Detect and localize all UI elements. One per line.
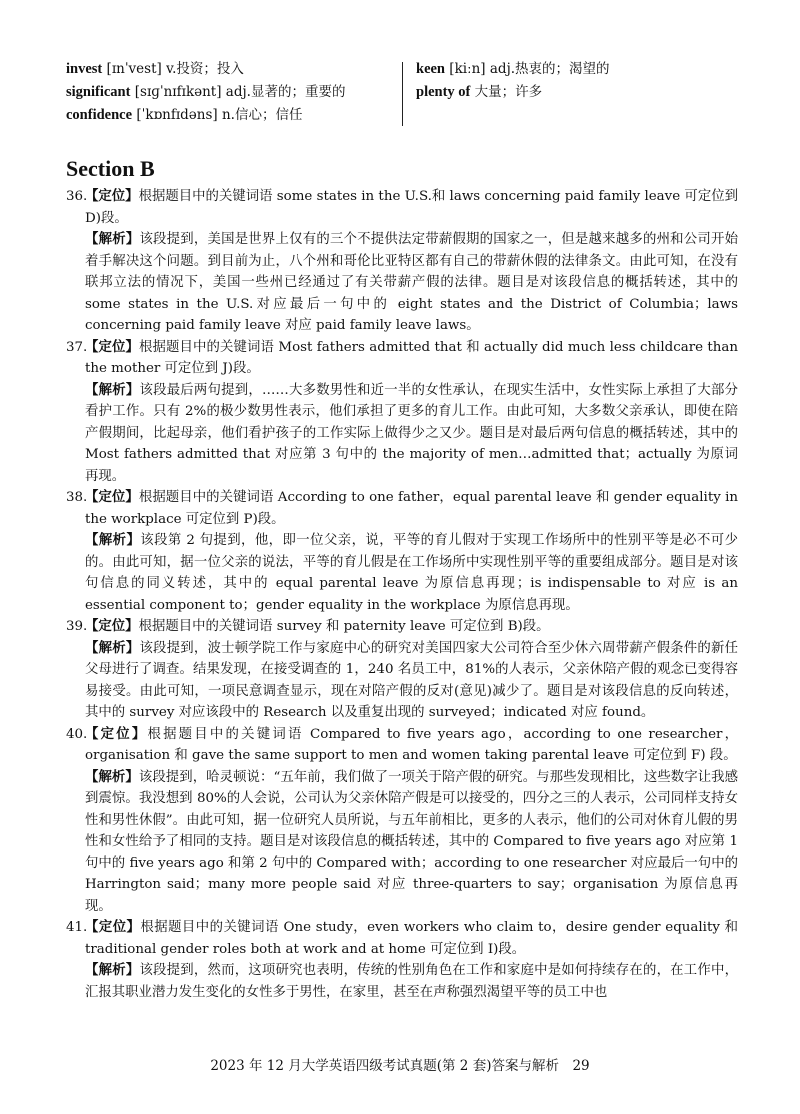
- location-paragraph: [66, 337, 738, 380]
- vocab-def: 大量；许多: [474, 84, 543, 100]
- location-text: 根据题目中的关键词语 survey 和 paternity leave 可定位到 B)段。: [138, 619, 550, 634]
- vocab-column-right: [416, 58, 736, 104]
- analysis-label: 【解析】: [85, 768, 139, 785]
- vocab-def: v.投资；投入: [166, 61, 244, 77]
- question-number: 38.: [66, 490, 88, 505]
- vocab-pron: [ˈkɒnfɪdəns]: [136, 107, 218, 123]
- vocab-row: [416, 58, 736, 81]
- answer-entry-38: [66, 487, 738, 616]
- vocab-def: adj.显著的；重要的: [225, 84, 346, 100]
- location-label: 【定位】: [85, 489, 139, 505]
- location-paragraph: [66, 917, 738, 960]
- location-text: 根据题目中的关键词语 Most fathers admitted that 和 actually did much less childcare than the mother 可定位到 J)段。: [85, 339, 739, 376]
- location-paragraph: [66, 724, 738, 767]
- vocab-pron: [sɪɡˈnɪfɪkənt]: [134, 84, 222, 100]
- vocab-row: [66, 81, 396, 104]
- vocab-row: [66, 104, 396, 127]
- question-number: 36.: [66, 189, 88, 204]
- question-number: 41.: [66, 920, 88, 935]
- section-title: Section B: [66, 156, 155, 181]
- location-text: 根据题目中的关键词语 some states in the U.S.和 laws concerning paid family leave 可定位到 D)段。: [85, 189, 738, 226]
- location-label: 【定位】: [85, 919, 141, 935]
- vocab-word: invest: [66, 61, 103, 77]
- vocab-pron: [kiːn]: [449, 61, 486, 77]
- answer-entry-37: [66, 337, 738, 488]
- location-label: 【定位】: [85, 188, 139, 204]
- answer-entry-41: [66, 917, 738, 1003]
- question-number: 37.: [66, 339, 88, 355]
- analysis-paragraph: [66, 638, 738, 724]
- analysis-paragraph: [66, 530, 738, 616]
- location-text: 根据题目中的关键词语 Compared to five years ago，according to one researcher，organisation 和 gave the same support to men and women taking parental leave 可定位到 F) 段。: [85, 726, 739, 763]
- analysis-label: 【解析】: [85, 639, 140, 656]
- analysis-paragraph: [66, 767, 738, 918]
- location-label: 【定位】: [85, 338, 140, 355]
- answer-entry-40: [66, 724, 738, 918]
- analysis-text: 该段提到，然而，这项研究也表明，传统的性别角色在工作和家庭中是如何持续存在的，在工作中，汇报其职业潜力发生变化的女性多于男性，在家里，甚至在声称强烈渴望平等的员工中也: [85, 963, 738, 1000]
- location-paragraph: [66, 487, 738, 530]
- analysis-text: 该段提到，美国是世界上仅有的三个不提供法定带薪假期的国家之一，但是越来越多的州和公司开始着手解决这个问题。到目前为止，八个州和哥伦比亚特区都有自己的带薪休假的法律条文。由此可知，在没有联邦立法的情况下，美国一些州已经通过了有关带薪产假的法律。题目是对该段信息的概括转述，其中的 some states in the U.S.对应最后一句中的 eight states and the District of Columbia；laws concerning paid family leave 对应 paid family leave laws。: [85, 232, 738, 333]
- vocab-def: adj.热衷的；渴望的: [489, 61, 610, 77]
- location-label: 【定位】: [85, 618, 139, 634]
- vocab-row: [416, 81, 736, 104]
- question-number: 40.: [66, 726, 88, 742]
- vocab-word: significant: [66, 84, 131, 100]
- vocab-column-left: [66, 58, 396, 127]
- analysis-paragraph: [66, 960, 738, 1003]
- answer-entry-36: [66, 186, 738, 337]
- page-footer: 2023 年 12 月大学英语四级考试真题(第 2 套)答案与解析 29: [210, 1058, 590, 1074]
- vocab-row: [66, 58, 396, 81]
- analysis-label: 【解析】: [85, 231, 140, 247]
- vocab-divider: [402, 62, 403, 126]
- analysis-text: 该段最后两句提到，……大多数男性和近一半的女性承认，在现实生活中，女性实际上承担了大部分看护工作。只有 2%的极少数男性表示，他们承担了更多的育儿工作。由此可知，大多数父亲承认，即使在陪产假期间，比起母亲，他们看护孩子的工作实际上做得少之又少。题目是对最后两句信息的概括转述，其中的 Most fathers admitted that 对应第 3 句中的 the majority of men…admitted that；actually 为原词再现。: [85, 382, 739, 484]
- analysis-paragraph: [66, 380, 738, 488]
- location-label: 【定位】: [85, 725, 148, 742]
- location-text: 根据题目中的关键词语 According to one father，equal parental leave 和 gender equality in the workplace 可定位到 P)段。: [85, 490, 739, 527]
- vocab-word: confidence: [66, 107, 133, 123]
- vocab-word: keen: [416, 61, 445, 77]
- location-text: 根据题目中的关键词语 One study，even workers who claim to，desire gender equality 和 traditional gender roles both at work and at home 可定位到 I)段。: [85, 920, 738, 957]
- analysis-label: 【解析】: [85, 381, 140, 398]
- vocab-word: plenty of: [416, 84, 471, 100]
- analysis-text: 该段第 2 句提到，他，即一位父亲，说，平等的育儿假对于实现工作场所中的性别平等是必不可少的。由此可知，据一位父亲的说法，平等的育儿假是在工作场所中实现性别平等的重要组成部分。题目是对该句信息的同义转述，其中的 equal parental leave 为原信息再现；is indispensable to 对应 is an essential component to；gender equality in the workplace 为原信息再现。: [85, 533, 738, 613]
- analysis-paragraph: [66, 229, 738, 337]
- vocab-def: n.信心；信任: [221, 107, 303, 123]
- vocab-pron: [ɪnˈvest]: [106, 61, 162, 77]
- answer-entry-39: [66, 616, 738, 724]
- vocabulary-box: [66, 58, 746, 130]
- analysis-label: 【解析】: [85, 532, 141, 548]
- analysis-text: 该段提到，哈灵顿说：“五年前，我们做了一项关于陪产假的研究。与那些发现相比，这些数字让我感到震惊。我没想到 80%的人会说，公司认为父亲休陪产假是可以接受的，四分之三的人表示，公司同样支持女性和男性休假”。由此可知，据一位研究人员所说，与五年前相比，更多的人表示，他们的公司对休育儿假的男性和女性给予了相同的支持。题目是对该段信息的概括转述，其中的 Compared to five years ago 对应第 1 句中的 five years ago 和第 2 句中的 Compared with；according to one researcher 对应最后一句中的 Harrington said；many more people said 对应 three-quarters to say；organisation 为原信息再现。: [85, 769, 739, 914]
- location-paragraph: [66, 186, 738, 229]
- answer-entries: [66, 186, 738, 1003]
- analysis-label: 【解析】: [85, 962, 140, 978]
- location-paragraph: [66, 616, 738, 638]
- analysis-text: 该段提到，波士顿学院工作与家庭中心的研究对美国四家大公司符合至少休六周带薪产假条件的新任父母进行了调查。结果发现，在接受调查的 1，240 名员工中，81%的人表示，父亲休陪产假的观念已变得容易接受。由此可知，一项民意调查显示，现在对陪产假的反对(意见)减少了。题目是对该段信息的反向转述，其中的 survey 对应该段中的 Research 以及重复出现的 surveyed；indicated 对应 found。: [85, 640, 738, 720]
- question-number: 39.: [66, 619, 88, 634]
